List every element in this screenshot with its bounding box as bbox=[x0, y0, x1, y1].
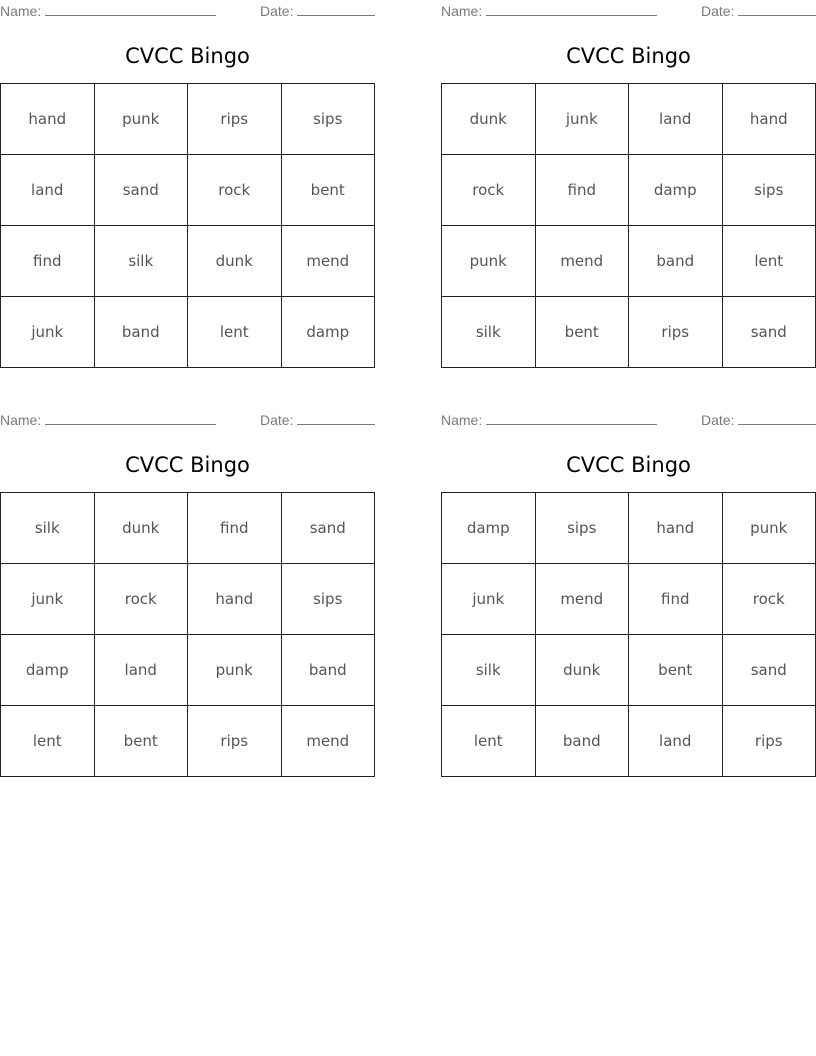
grid-cell: mend bbox=[281, 706, 375, 777]
grid-cell: dunk bbox=[94, 493, 188, 564]
card-header bbox=[441, 411, 816, 429]
bingo-card-1 bbox=[0, 0, 375, 364]
name-blank bbox=[45, 411, 216, 425]
grid-cell: rock bbox=[442, 155, 536, 226]
grid-cell: sand bbox=[281, 493, 375, 564]
grid-cell: punk bbox=[94, 84, 188, 155]
name-field bbox=[441, 2, 657, 19]
grid-cell: bent bbox=[94, 706, 188, 777]
grid-cell: lent bbox=[188, 297, 282, 368]
grid-cell: junk bbox=[1, 297, 95, 368]
grid-cell: punk bbox=[442, 226, 536, 297]
date-blank bbox=[738, 2, 816, 16]
grid-row bbox=[1, 493, 375, 564]
bingo-grid bbox=[441, 83, 816, 368]
grid-cell: sand bbox=[94, 155, 188, 226]
name-label: Name: bbox=[0, 3, 42, 19]
grid-cell: band bbox=[281, 635, 375, 706]
grid-cell: mend bbox=[535, 564, 629, 635]
grid-cell: find bbox=[535, 155, 629, 226]
bingo-grid bbox=[441, 492, 816, 777]
grid-cell: hand bbox=[722, 84, 816, 155]
card-header bbox=[0, 2, 375, 20]
bingo-card-4 bbox=[441, 409, 816, 773]
grid-cell: dunk bbox=[442, 84, 536, 155]
grid-cell: land bbox=[94, 635, 188, 706]
grid-cell: silk bbox=[94, 226, 188, 297]
grid-cell: hand bbox=[1, 84, 95, 155]
grid-cell: silk bbox=[442, 297, 536, 368]
grid-row bbox=[442, 297, 816, 368]
date-label: Date: bbox=[701, 412, 735, 428]
grid-cell: band bbox=[94, 297, 188, 368]
date-field bbox=[701, 2, 816, 19]
grid-row bbox=[442, 564, 816, 635]
grid-cell: damp bbox=[629, 155, 723, 226]
grid-cell: sips bbox=[722, 155, 816, 226]
grid-cell: rips bbox=[188, 706, 282, 777]
grid-cell: rock bbox=[94, 564, 188, 635]
grid-cell: junk bbox=[442, 564, 536, 635]
grid-row bbox=[1, 226, 375, 297]
grid-cell: lent bbox=[1, 706, 95, 777]
card-header bbox=[441, 2, 816, 20]
grid-cell: find bbox=[1, 226, 95, 297]
date-blank bbox=[738, 411, 816, 425]
grid-row bbox=[1, 706, 375, 777]
date-label: Date: bbox=[701, 3, 735, 19]
grid-cell: lent bbox=[442, 706, 536, 777]
grid-cell: dunk bbox=[188, 226, 282, 297]
grid-row bbox=[1, 155, 375, 226]
grid-cell: band bbox=[535, 706, 629, 777]
grid-cell: land bbox=[629, 84, 723, 155]
grid-cell: band bbox=[629, 226, 723, 297]
grid-cell: junk bbox=[535, 84, 629, 155]
grid-cell: sand bbox=[722, 635, 816, 706]
name-label: Name: bbox=[0, 412, 42, 428]
grid-cell: rips bbox=[722, 706, 816, 777]
date-label: Date: bbox=[260, 3, 294, 19]
grid-row bbox=[1, 297, 375, 368]
grid-cell: sand bbox=[722, 297, 816, 368]
grid-cell: junk bbox=[1, 564, 95, 635]
grid-row bbox=[442, 155, 816, 226]
card-title: CVCC Bingo bbox=[125, 453, 250, 477]
grid-row bbox=[442, 493, 816, 564]
card-title: CVCC Bingo bbox=[566, 453, 691, 477]
grid-cell: hand bbox=[629, 493, 723, 564]
grid-cell: rips bbox=[188, 84, 282, 155]
date-label: Date: bbox=[260, 412, 294, 428]
grid-row bbox=[442, 226, 816, 297]
date-blank bbox=[297, 2, 375, 16]
name-blank bbox=[45, 2, 216, 16]
grid-cell: damp bbox=[281, 297, 375, 368]
grid-row bbox=[442, 706, 816, 777]
name-field bbox=[0, 2, 216, 19]
grid-cell: find bbox=[188, 493, 282, 564]
date-blank bbox=[297, 411, 375, 425]
grid-row bbox=[442, 635, 816, 706]
grid-cell: sips bbox=[281, 564, 375, 635]
name-field bbox=[441, 411, 657, 428]
grid-cell: sips bbox=[535, 493, 629, 564]
grid-cell: punk bbox=[188, 635, 282, 706]
name-blank bbox=[486, 411, 657, 425]
grid-cell: damp bbox=[442, 493, 536, 564]
grid-cell: damp bbox=[1, 635, 95, 706]
grid-row bbox=[1, 635, 375, 706]
grid-cell: lent bbox=[722, 226, 816, 297]
grid-cell: land bbox=[1, 155, 95, 226]
card-title: CVCC Bingo bbox=[125, 44, 250, 68]
date-field bbox=[701, 411, 816, 428]
name-label: Name: bbox=[441, 3, 483, 19]
bingo-card-3 bbox=[0, 409, 375, 773]
card-title: CVCC Bingo bbox=[566, 44, 691, 68]
grid-cell: hand bbox=[188, 564, 282, 635]
grid-cell: rock bbox=[188, 155, 282, 226]
grid-cell: mend bbox=[535, 226, 629, 297]
date-field bbox=[260, 411, 375, 428]
bingo-grid bbox=[0, 492, 375, 777]
bingo-grid bbox=[0, 83, 375, 368]
name-label: Name: bbox=[441, 412, 483, 428]
grid-cell: land bbox=[629, 706, 723, 777]
grid-cell: bent bbox=[535, 297, 629, 368]
grid-cell: sips bbox=[281, 84, 375, 155]
grid-cell: silk bbox=[1, 493, 95, 564]
grid-cell: mend bbox=[281, 226, 375, 297]
grid-cell: rips bbox=[629, 297, 723, 368]
bingo-card-2 bbox=[441, 0, 816, 364]
name-field bbox=[0, 411, 216, 428]
grid-row bbox=[442, 84, 816, 155]
grid-cell: rock bbox=[722, 564, 816, 635]
grid-cell: punk bbox=[722, 493, 816, 564]
card-header bbox=[0, 411, 375, 429]
date-field bbox=[260, 2, 375, 19]
name-blank bbox=[486, 2, 657, 16]
grid-cell: bent bbox=[281, 155, 375, 226]
grid-cell: dunk bbox=[535, 635, 629, 706]
grid-cell: silk bbox=[442, 635, 536, 706]
grid-row bbox=[1, 84, 375, 155]
grid-row bbox=[1, 564, 375, 635]
grid-cell: bent bbox=[629, 635, 723, 706]
grid-cell: find bbox=[629, 564, 723, 635]
